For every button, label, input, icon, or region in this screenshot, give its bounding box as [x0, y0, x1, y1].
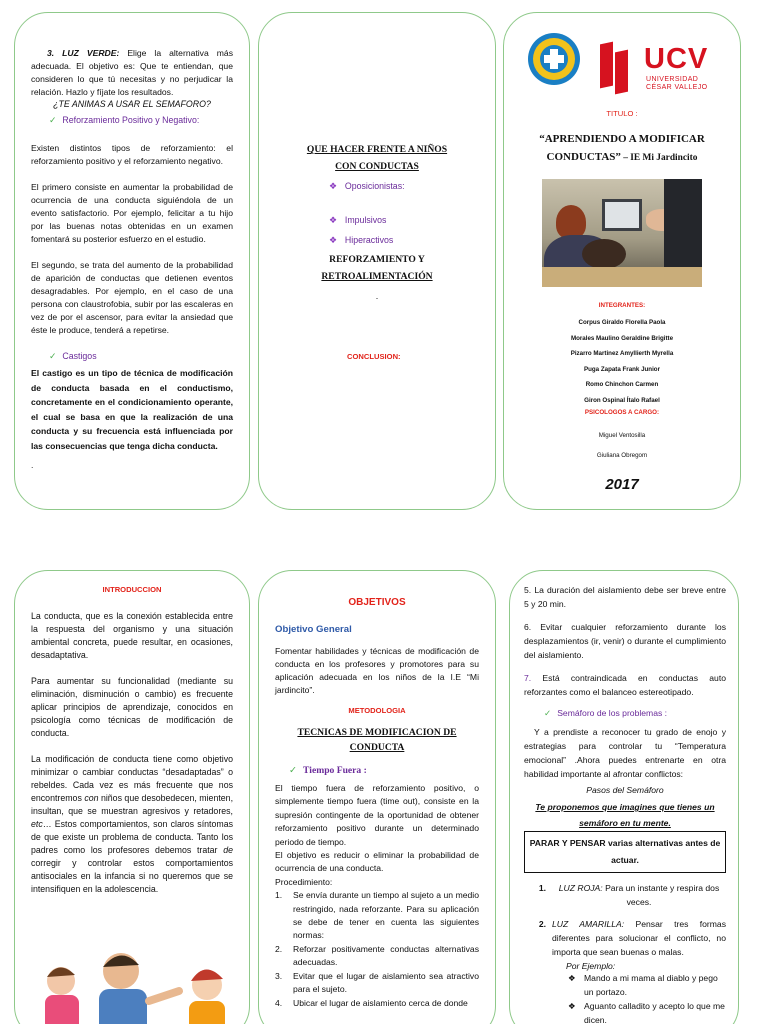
- tiempo-fuera-para-1: El tiempo fuera de reforzamiento positivo, o simplemente tiempo fuera (time out), consiste en la supresión contingente de la oportunidad de obtener reforzamiento positivo durante un determinado periodo de tiempo.: [275, 783, 479, 847]
- intro-para-2: Para aumentar su funcionalidad (mediante su eliminación, disminución o cambio) es frecuente aplicar principios de aprendizaje, conocidos en psicología como técnicas de modificación de conducta.: [31, 676, 233, 738]
- tiempo-fuera-heading: Tiempo Fuera :: [303, 765, 367, 776]
- item-oposicionistas: ❖ Oposicionistas:: [329, 181, 405, 191]
- que-hacer-title: [259, 141, 495, 175]
- panel-objetivos: [258, 570, 496, 1024]
- semaforo-heading-row: [544, 708, 726, 719]
- example-item: ❖ Mando a mi mama al diablo y pego un portazo.: [568, 973, 718, 997]
- psicologo-name: Giuliana Obregom: [596, 452, 648, 459]
- semaforo-question: ¿TE ANIMAS A USAR EL SEMAFORO?: [53, 99, 211, 109]
- psicologos-label: PSICOLOGOS A CARGO:: [584, 409, 660, 416]
- procedimiento-step: 3. Evitar que el lugar de aislamiento sea atractivo para el sujeto.: [275, 970, 479, 995]
- tiempo-fuera-heading-row: [289, 765, 479, 776]
- reforzamiento-heading: [259, 251, 495, 285]
- psicologo-name: Miguel Ventosilla: [598, 432, 646, 439]
- refuerzo-heading-row: [49, 115, 233, 126]
- reforzamiento-line1: REFORZAMIENTO Y: [329, 254, 425, 265]
- item-impulsivos: ❖ Impulsivos: [329, 215, 387, 225]
- panel-luz-verde: [14, 12, 250, 510]
- panel2-dot: .: [375, 291, 379, 301]
- integrantes-label: INTEGRANTES:: [598, 302, 646, 309]
- tecnicas-heading: TECNICAS DE MODIFICACION DE CONDUCTA: [297, 727, 457, 753]
- te-proponemos: Te proponemos que imagines que tienes un semáforo en tu mente.: [535, 802, 715, 828]
- integrantes-list: [504, 315, 740, 409]
- castigos-heading-row: [49, 351, 233, 362]
- integrante-name: Puga Zapata Frank Junior: [584, 365, 660, 373]
- luz-verde-text: Elige la alternativa más adecuada. El objetivo es: Que te entiendan, que consideren lo que tú necesitas y no perjudicar la relación. Hazlo y fíjate los resultados.: [31, 48, 233, 97]
- integrante-name: Corpus Giraldo Florella Paola: [578, 319, 666, 326]
- panel-introduccion: [14, 570, 250, 1024]
- integrante-name: Pizarro Martinez Amyllierth Myrella: [570, 350, 674, 358]
- introduccion-heading: INTRODUCCION: [102, 585, 162, 594]
- titulo-label: TITULO :: [606, 109, 638, 118]
- refuerzo-heading: Reforzamiento Positivo y Negativo:: [62, 115, 200, 125]
- metodologia-heading: METODOLOGIA: [348, 706, 406, 715]
- procedimiento-steps: [275, 889, 479, 1010]
- semaforo-step-roja: 1. LUZ ROJA: Para un instante y respira dos veces.: [538, 883, 720, 907]
- panel-que-hacer: [258, 12, 496, 510]
- tiempo-fuera-para-2: El objetivo es reducir o eliminar la probabilidad de ocurrencia de una conducta.: [275, 850, 479, 874]
- parar-y-pensar-box: PARAR Y PENSAR varias alternativas antes de actuar.: [524, 831, 726, 873]
- cover-title: [504, 130, 740, 167]
- item-hiperactivos: ❖ Hiperactivos: [329, 235, 394, 245]
- procedimiento-step: 2. Reforzar positivamente conductas alternativas adecuadas.: [275, 943, 479, 968]
- ucv-logo-subtitle: UNIVERSIDAD CÉSAR VALLEJO: [646, 76, 708, 91]
- procedimiento-step: 1. Se envía durante un tiempo al sujeto a un medio restringido, nada reforzante. Para su aplicación se debe de tener en cuenta las siguientes normas:: [275, 890, 479, 941]
- check-icon: ✓: [544, 708, 552, 718]
- intro-para-1: La conducta, que es la conexión establecida entre la respuesta del organismo y una situación ambiental concreta, puede resultar, en ocasiones, desadaptativa.: [31, 611, 233, 660]
- classroom-photo: [542, 179, 702, 287]
- panel1-dot: .: [31, 460, 34, 470]
- aislamiento-item-5: 5. La duración del aislamiento debe ser breve entre 5 y 20 min.: [524, 585, 726, 609]
- procedimiento-label: Procedimiento:: [275, 876, 333, 887]
- aislamiento-item-6: 6. Evitar cualquier reforzamiento durante los desplazamientos (ir, venir) o durante el cumplimiento del aislamiento.: [524, 622, 726, 660]
- institution-seal-logo: [528, 33, 580, 85]
- check-icon: ✓: [49, 115, 57, 125]
- diamond-bullet-icon: ❖: [329, 181, 337, 191]
- semaforo-heading: Semáforo de los problemas :: [557, 708, 668, 718]
- intro-para-3: La modificación de conducta tiene como objetivo minimizar o cambiar conductas “desadaptadas” o rebeldes. Cada vez es más frecuente que nos encontremos con niños que desobedecen, mienten, insultan, que se muestran agresivos y retadores, etc… Estos comportamientos, son claros síntomas de que existe un problema de conducta. Tanto los padres como los profesores debemos tratar de corregir y controlar estos comportamientos antisociales en la infancia si no queremos que se intensifiquen en la adolescencia.: [31, 754, 234, 894]
- integrante-name: Romo Chinchon Carmen: [585, 381, 659, 389]
- integrante-name: Giron Ospinal Ítalo Rafael: [584, 396, 660, 404]
- conclusion-heading: CONCLUSION:: [347, 352, 401, 361]
- panel-semaforo: [509, 570, 739, 1024]
- diamond-bullet-icon: ❖: [329, 235, 337, 245]
- semaforo-step-amarilla: 2. LUZ AMARILLA: Pensar tres formas diferentes para solucionar el conflicto, no importa que sean buenas o malas.: [538, 919, 726, 957]
- cover-title-line1: “APRENDIENDO A MODIFICAR: [539, 133, 705, 145]
- refuerzo-para-3: El segundo, se trata del aumento de la probabilidad de aparición de conductas que detienen eventos desagradables. Por ejemplo, en el caso de una persona con claustrofobia, subir por las escaleras en vez de por el ascensor, para evitar la ansiedad que éste le produce, tenderá a repetirse.: [31, 260, 233, 335]
- cover-year: 2017: [605, 476, 639, 493]
- que-hacer-title-line2: CON CONDUCTAS: [335, 161, 419, 172]
- diamond-bullet-icon: ❖: [568, 973, 576, 983]
- example-item: ❖ Aguanto calladito y acepto lo que me dicen.: [568, 999, 726, 1024]
- integrante-name: Morales Maulino Geraldine Brigitte: [570, 334, 674, 342]
- luz-verde-label: 3. LUZ VERDE:: [47, 48, 120, 58]
- objetivos-heading: OBJETIVOS: [348, 597, 406, 608]
- check-icon: ✓: [49, 351, 57, 361]
- por-ejemplo-label: Por Ejemplo:: [566, 961, 616, 971]
- castigos-text: El castigo es un tipo de técnica de modificación de conducta basada en el conductismo, concretamente en el condicionamiento operante, el cual se basa en que la realización de una conducta y su frecuencia está influenciada por las consecuencias que tenga dicha conducta.: [31, 368, 233, 451]
- que-hacer-title-line1: QUE HACER FRENTE A NIÑOS: [306, 144, 448, 155]
- cover-title-line2: CONDUCTAS” – IE Mi Jardincito: [546, 151, 698, 163]
- refuerzo-para-2: El primero consiste en aumentar la probabilidad de ocurrencia de una conducta siguiéndola de un evento satisfactorio. Por ejemplo, felicitar a tu hijo por las buenas notas obtenidas en un examen fomentará su posterior esfuerzo en el estudio.: [31, 182, 233, 244]
- semaforo-steps: [524, 881, 726, 959]
- luz-verde-paragraph: [31, 47, 233, 99]
- examples-list: [568, 971, 726, 1024]
- reforzamiento-line2: RETROALIMENTACIÓN: [321, 271, 433, 282]
- refuerzo-para-1: Existen distintos tipos de reforzamiento: el reforzamiento positivo y el reforzamiento negativo.: [31, 143, 233, 166]
- aislamiento-item-7: 7. Está contraindicada en conductas auto reforzantes como el balanceo estereotipado.: [524, 673, 726, 697]
- semaforo-text: Y a prendiste a reconocer tu grado de enojo y estrategias para controlar tu “Temperatura emocional” .Ahora puedes entrenarte en otra habilidad importante al afrontar conflictos:: [524, 727, 726, 779]
- ucv-logo-text: UCV: [644, 43, 709, 75]
- panel-cover: [503, 12, 741, 510]
- children-cartoon-illustration: [29, 941, 239, 1024]
- procedimiento-step: 4. Ubicar el lugar de aislamiento cerca de donde: [275, 997, 468, 1008]
- objetivo-general-heading: Objetivo General: [275, 624, 352, 635]
- check-icon: ✓: [289, 765, 298, 776]
- diamond-bullet-icon: ❖: [568, 1001, 576, 1011]
- castigos-heading: Castigos: [62, 351, 97, 361]
- ucv-emblem-logo: [600, 43, 640, 93]
- objetivo-general-text: Fomentar habilidades y técnicas de modificación de conducta en los profesores y promotores para su aplicación adecuada en los niños de la I.E “Mi jardincito”.: [275, 646, 479, 695]
- diamond-bullet-icon: ❖: [329, 215, 337, 225]
- pasos-semaforo: Pasos del Semáforo: [586, 785, 664, 795]
